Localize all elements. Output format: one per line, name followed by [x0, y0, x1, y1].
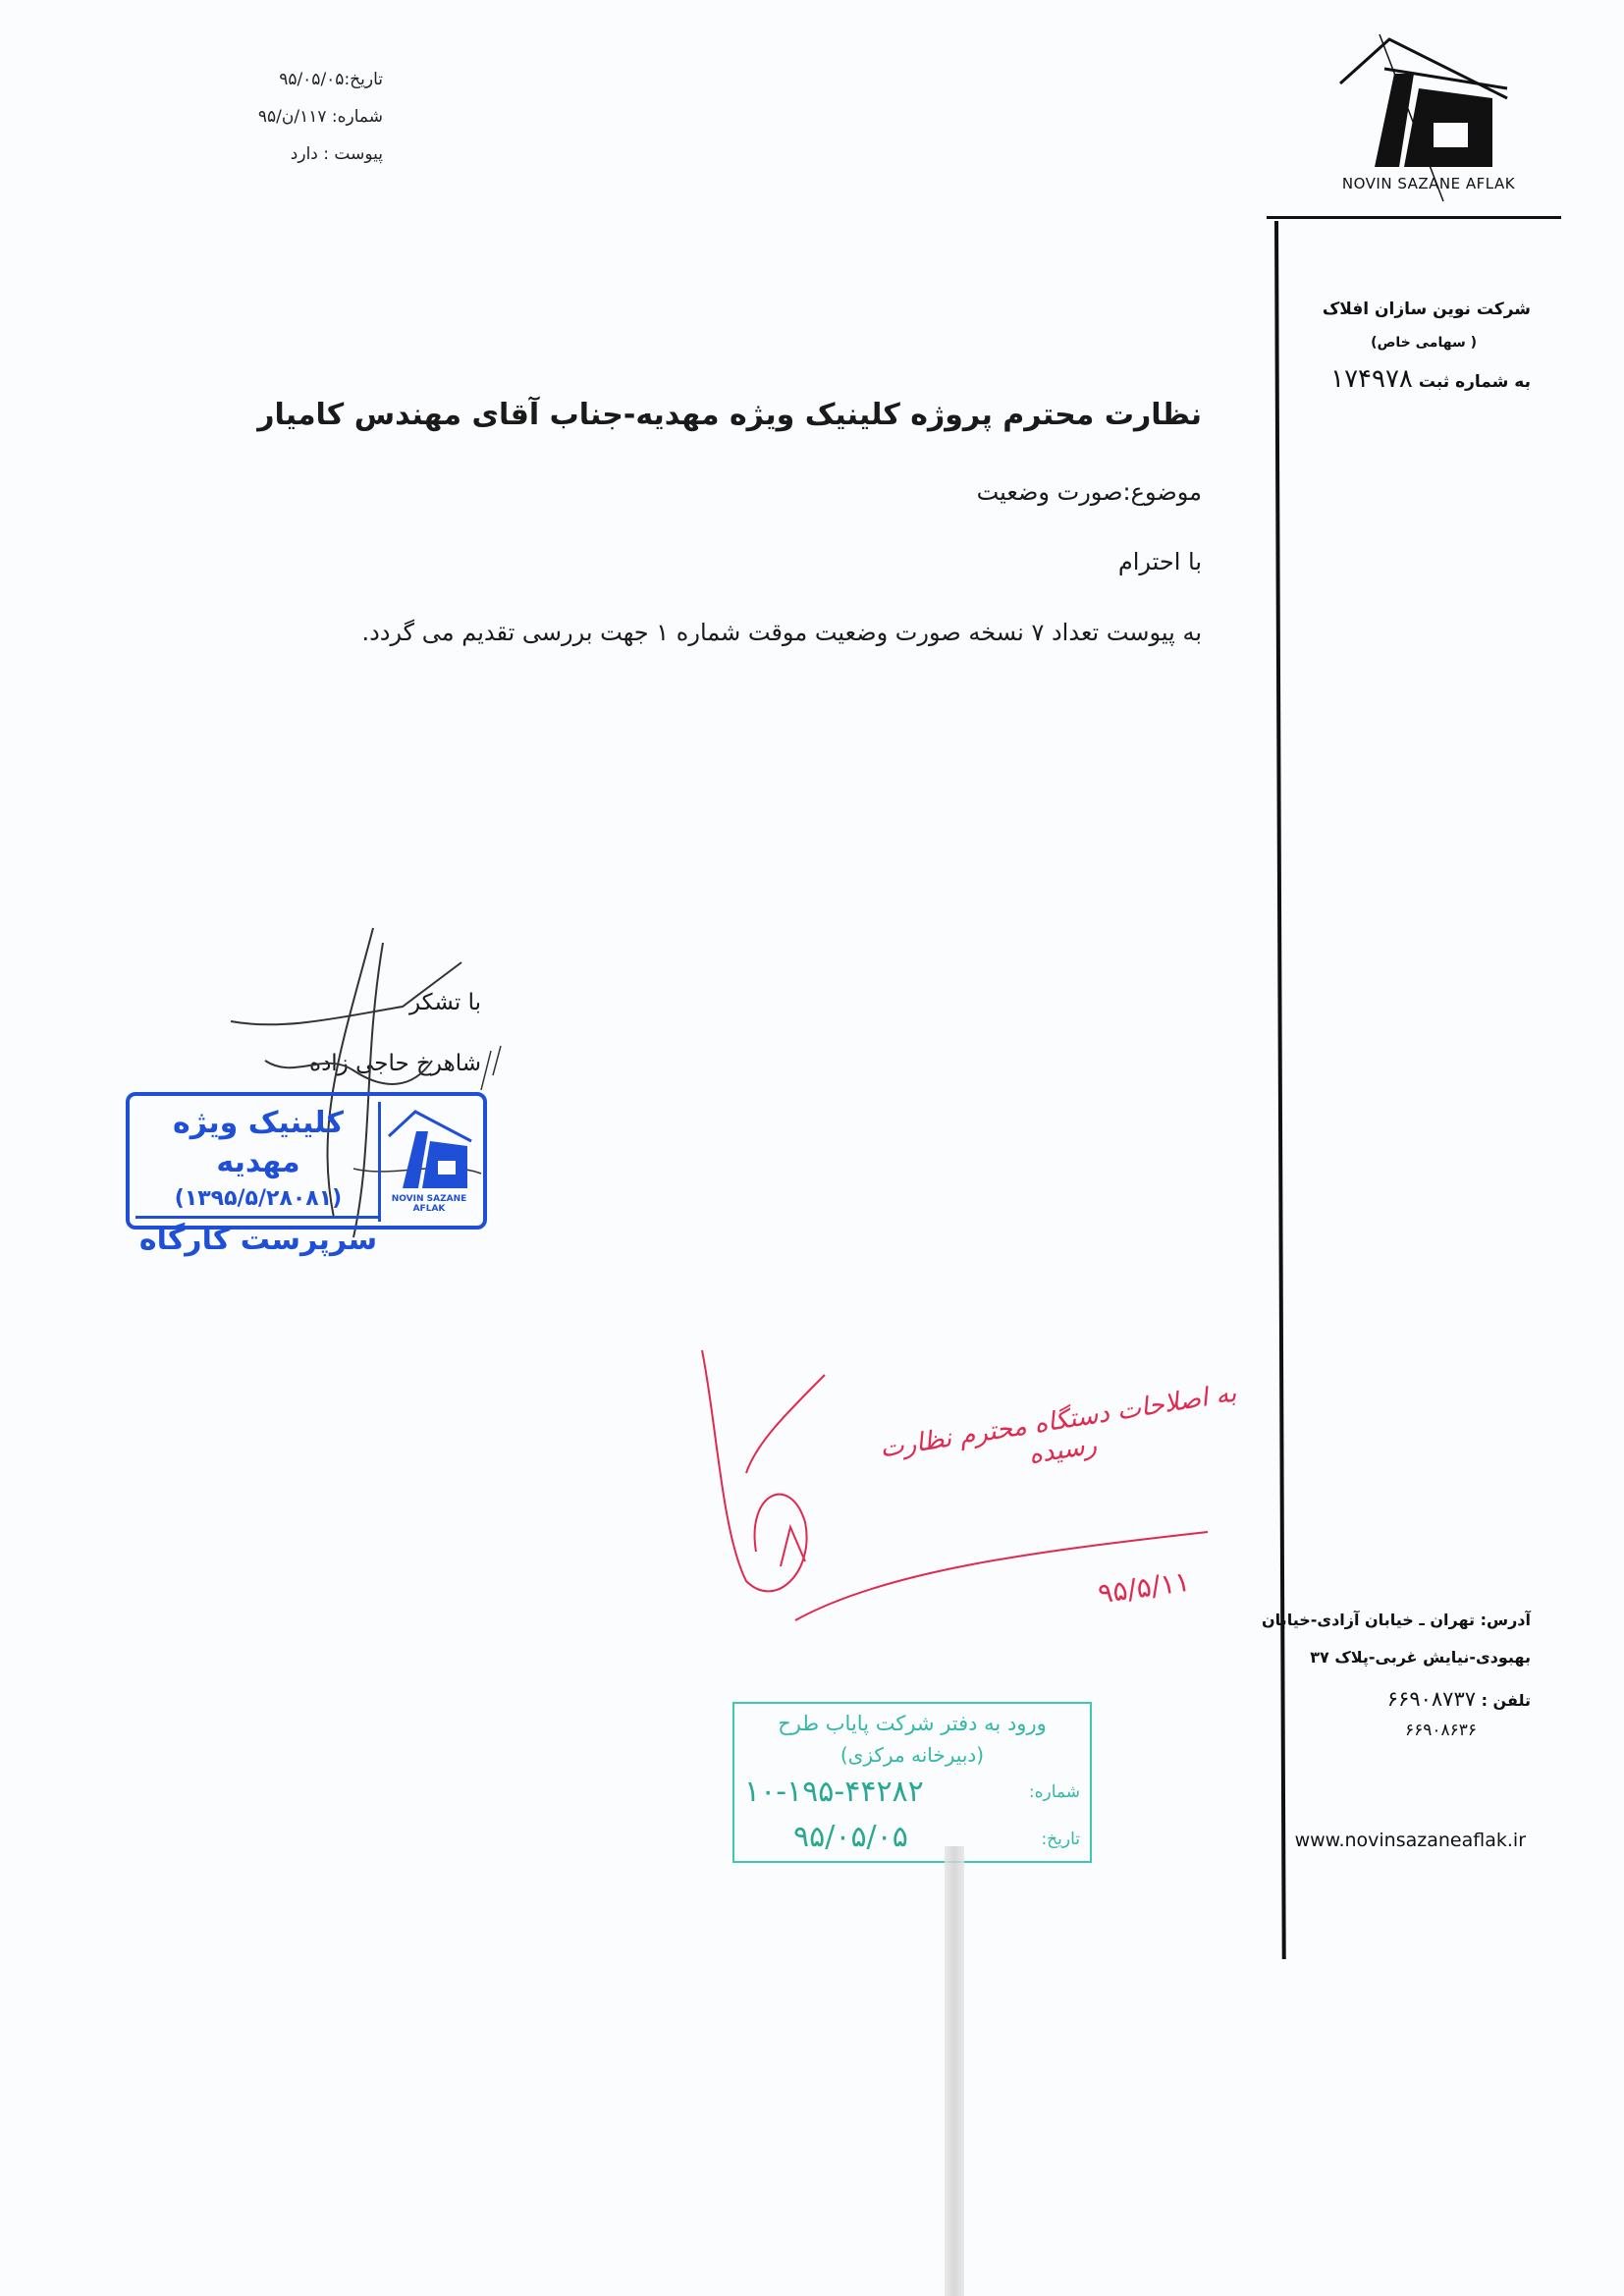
company-name-en: NOVIN SAZANE AFLAK [1341, 175, 1516, 192]
stamp-code: (۱۳۹۵/۵/۲۸۰۸۱) [174, 1186, 343, 1211]
letter-body: به پیوست تعداد ۷ نسخه صورت وضعیت موقت شماره ۱ جهت بررسی تقدیم می گردد. [361, 619, 1202, 646]
company-info [1266, 300, 1531, 404]
address-line-2: بهبودی-نیایش غربی-پلاک ۳۷ [1310, 1648, 1531, 1667]
receipt-date-value: ۹۵/۰۵/۰۵ [793, 1820, 908, 1854]
scan-streak [945, 1846, 964, 2296]
letter-greeting: با احترام [1117, 548, 1202, 575]
phone-line [1266, 1687, 1531, 1721]
company-registration [1266, 364, 1531, 404]
receipt-number-label: شماره: [1028, 1782, 1080, 1802]
company-type: ( سهامی خاص) [1371, 335, 1477, 351]
letter-date: تاریخ:۹۵/۰۵/۰۵ [279, 70, 383, 89]
letter-subject: موضوع:صورت وضعیت [976, 478, 1202, 506]
phone-1: ۶۶۹۰۸۷۳۷ [1386, 1687, 1476, 1711]
stamp-role: سرپرست کارگاه [135, 1216, 381, 1262]
stamp-text [135, 1104, 381, 1262]
site-supervisor-stamp [126, 1092, 487, 1257]
letter-attachment: پیوست : دارد [290, 144, 383, 164]
handwritten-date: ۹۵/۵/۱۱ [1096, 1564, 1192, 1611]
registration-number: ۱۷۴۹۷۸ [1330, 364, 1413, 394]
stamp-brand: NOVIN SAZANE AFLAK [391, 1194, 467, 1214]
letter-number: شماره: ۱۱۷/ن/۹۵ [257, 107, 383, 127]
phone-2: ۶۶۹۰۸۶۳۶ [1404, 1721, 1477, 1740]
receipt-stamp [732, 1702, 1092, 1863]
receipt-title: ورود به دفتر شرکت پایاب طرح [778, 1712, 1047, 1735]
registration-label: به شماره ثبت [1418, 372, 1531, 392]
company-website[interactable]: www.novinsazaneaflak.ir [1294, 1830, 1526, 1851]
letter-meta [245, 61, 383, 173]
handwritten-note: به اصلاحات دستگاه محترم نظارت رسیده [877, 1378, 1239, 1471]
letter-signer: شاهرخ حاجی زاده [309, 1051, 481, 1076]
receipt-subtitle: (دبیرخانه مرکزی) [839, 1743, 985, 1767]
phone-label: تلفن : [1481, 1691, 1531, 1710]
receipt-date-label: تاریخ: [1041, 1830, 1080, 1849]
letter-recipient: نظارت محترم پروژه کلینیک ویژه مهدیه-جناب آقای مهندس کامیار [257, 398, 1202, 432]
company-name-fa: شرکت نوین سازان افلاک [1322, 300, 1531, 319]
stamp-project-name: کلینیک ویژه مهدیه [173, 1106, 344, 1179]
receipt-number-value: ۱۰-۱۹۵-۴۴۲۸۲ [744, 1775, 924, 1809]
header-divider [1267, 216, 1561, 219]
address-line-1: آدرس: تهران ـ خیابان آزادی-خیابان [1262, 1611, 1531, 1629]
letter-closing: با تشکر [408, 990, 481, 1015]
company-contact [1262, 1611, 1531, 1750]
